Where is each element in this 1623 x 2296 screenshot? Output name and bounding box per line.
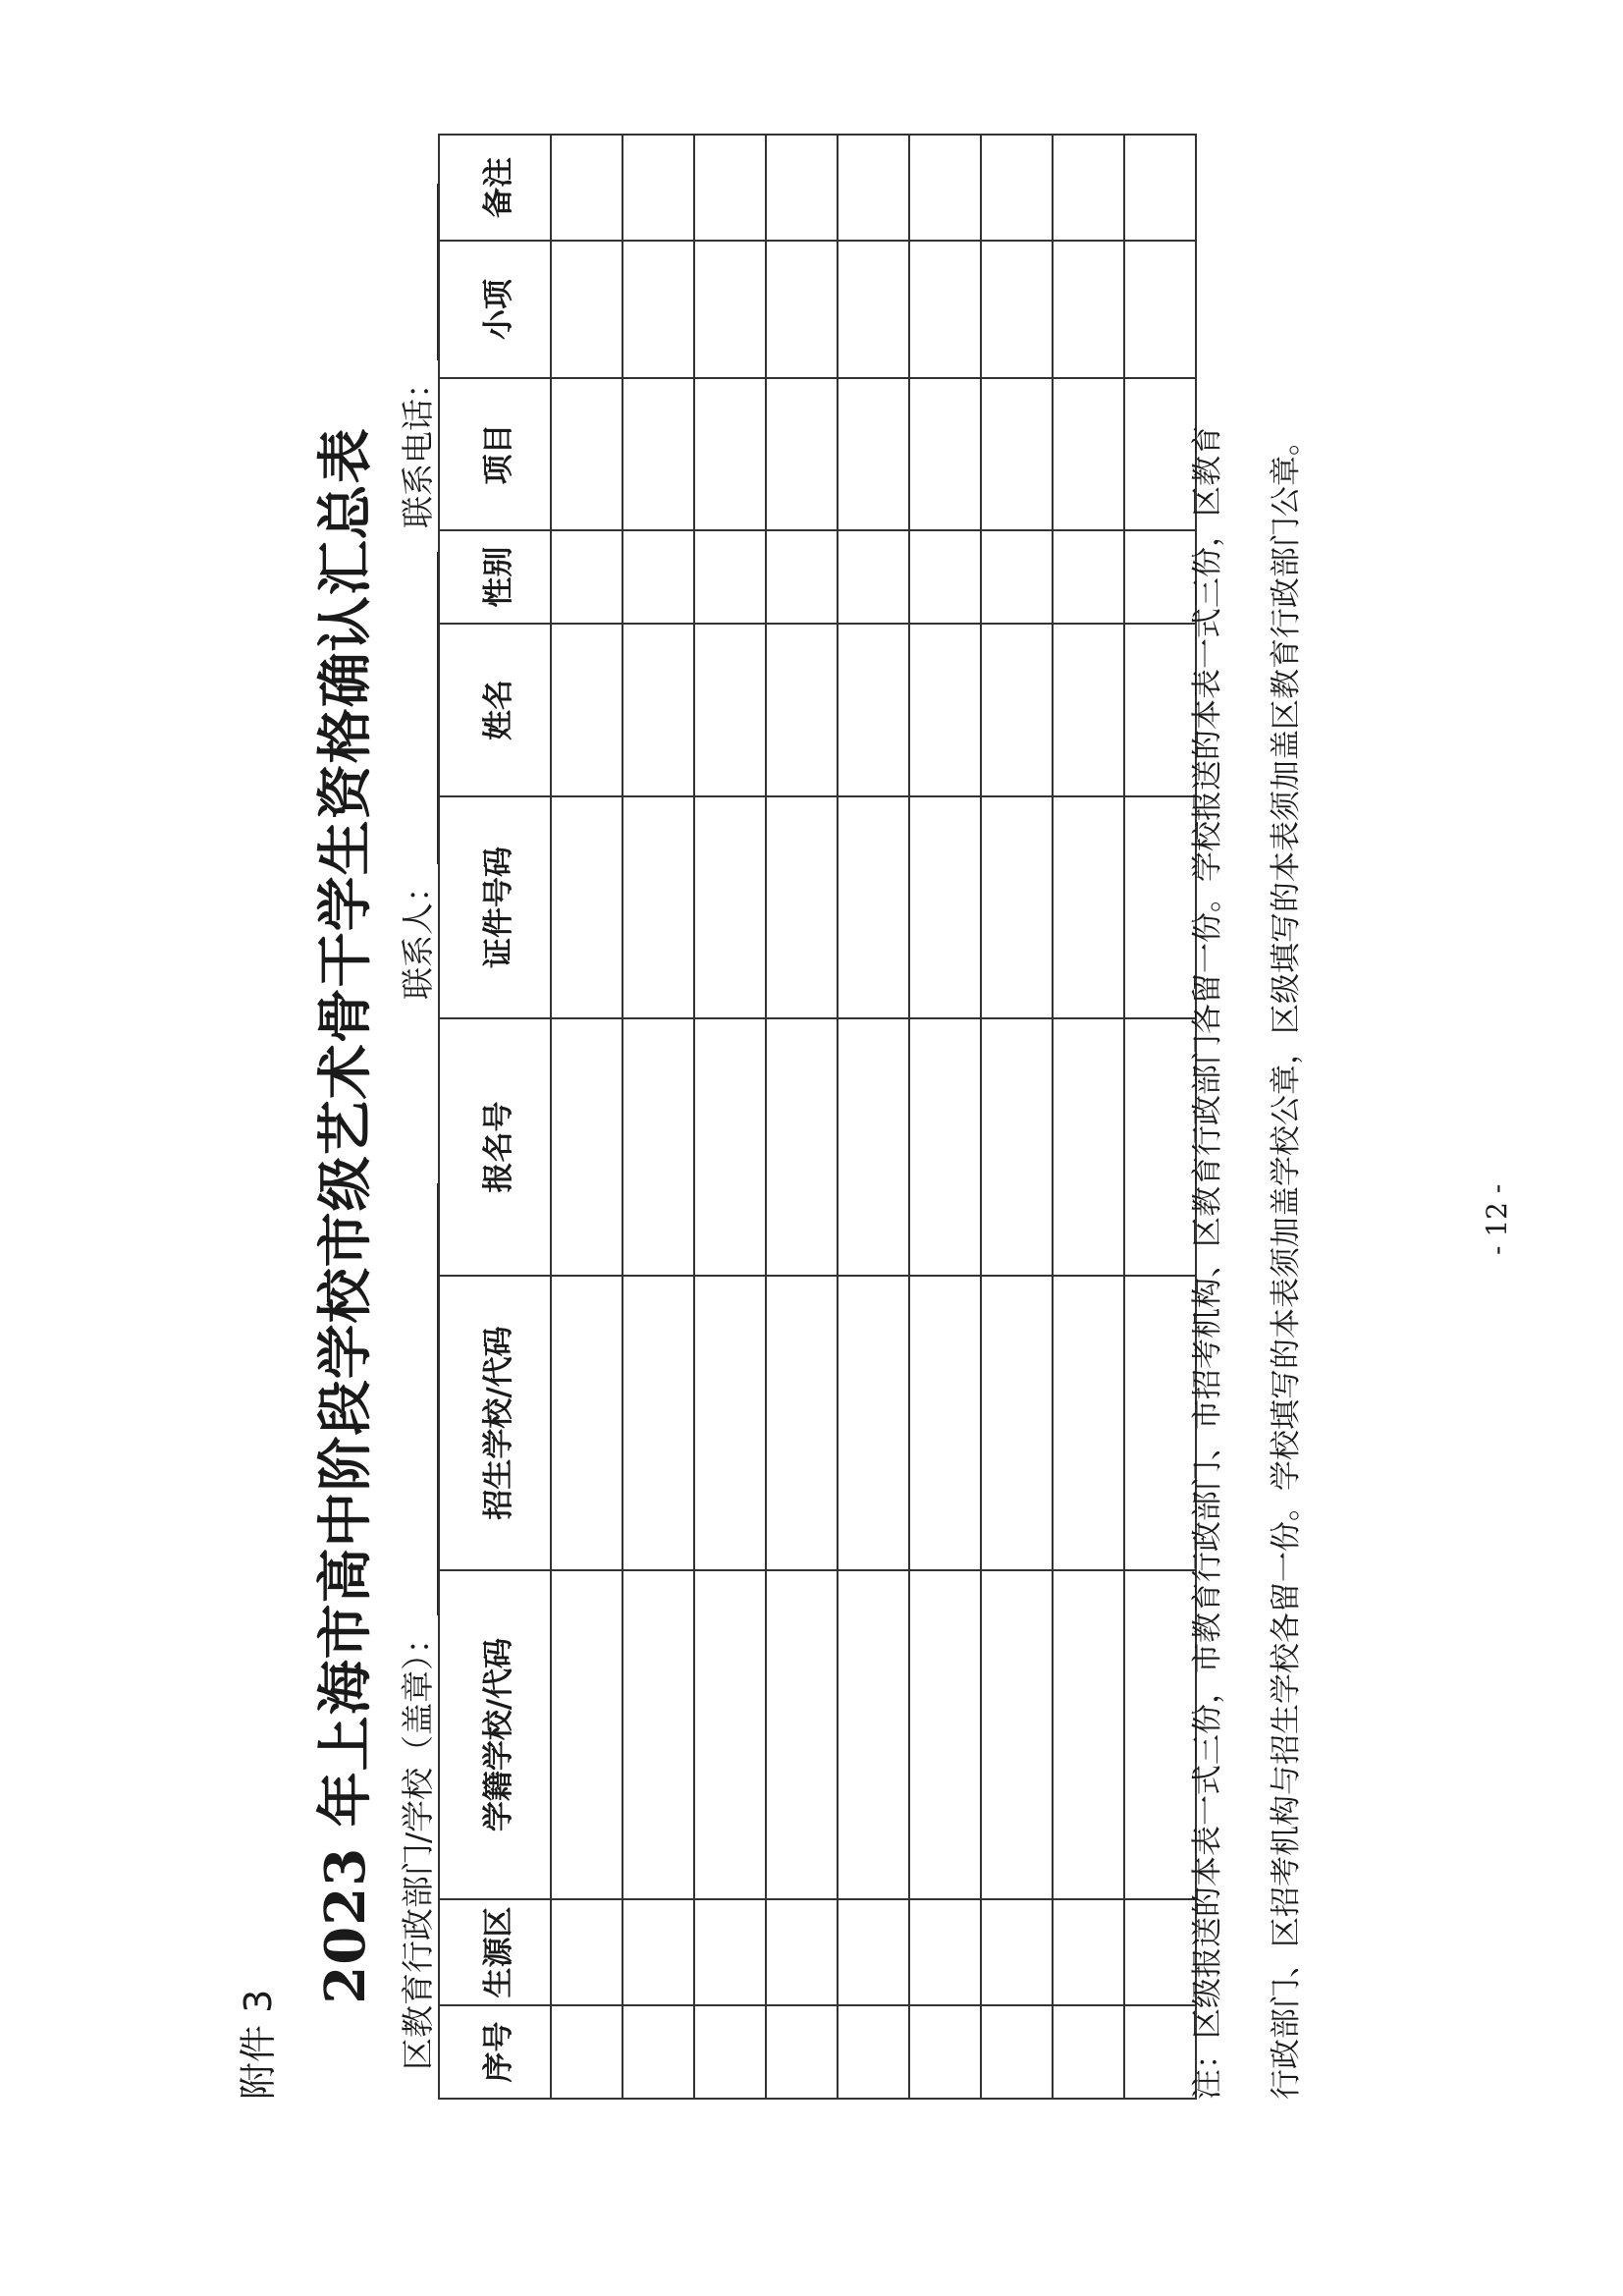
table-cell[interactable]	[838, 796, 909, 1018]
table-cell[interactable]	[551, 241, 622, 378]
table-cell[interactable]	[1053, 1899, 1124, 2005]
table-cell[interactable]	[551, 135, 622, 241]
table-cell[interactable]	[694, 241, 766, 378]
table-cell[interactable]	[766, 1018, 838, 1276]
table-cell[interactable]	[909, 1570, 981, 1899]
table-cell[interactable]	[622, 1570, 694, 1899]
table-cell[interactable]	[694, 1276, 766, 1570]
table-cell[interactable]	[694, 624, 766, 796]
table-cell[interactable]	[622, 2005, 694, 2099]
table-cell[interactable]	[622, 624, 694, 796]
table-cell[interactable]	[981, 378, 1053, 530]
table-cell[interactable]	[838, 135, 909, 241]
table-cell[interactable]	[981, 1276, 1053, 1570]
table-cell[interactable]	[1124, 241, 1196, 378]
table-cell[interactable]	[766, 241, 838, 378]
header-cell-enrolled-school: 学籍学校/代码	[439, 1570, 551, 1899]
table-row	[694, 135, 766, 2099]
table-cell[interactable]	[838, 241, 909, 378]
table-row	[622, 135, 694, 2099]
table-cell[interactable]	[551, 1899, 622, 2005]
table-cell[interactable]	[1124, 135, 1196, 241]
unit-label: 区教育行政部门/学校（盖章）：	[399, 1621, 437, 2070]
table-cell[interactable]	[909, 241, 981, 378]
table-cell[interactable]	[622, 135, 694, 241]
table-cell[interactable]	[1053, 241, 1124, 378]
contact-person-blank-line	[398, 552, 439, 864]
table-cell[interactable]	[838, 378, 909, 530]
page-number: - 12 -	[1481, 1183, 1513, 1255]
table-cell[interactable]	[766, 2005, 838, 2099]
table-cell[interactable]	[551, 1276, 622, 1570]
table-cell[interactable]	[551, 378, 622, 530]
table-cell[interactable]	[1053, 2005, 1124, 2099]
table-cell[interactable]	[694, 1018, 766, 1276]
table-cell[interactable]	[694, 135, 766, 241]
table-cell[interactable]	[1053, 1276, 1124, 1570]
table-cell[interactable]	[1053, 624, 1124, 796]
table-row	[1053, 135, 1124, 2099]
table-cell[interactable]	[694, 796, 766, 1018]
footnote-line-1: 注：区级报送的本表一式三份，市教育行政部门、市招考机构、区教育行政部门各留一份。学校报送的本表一式三份，区教育	[1190, 425, 1225, 2100]
table-cell[interactable]	[909, 1899, 981, 2005]
contact-phone-field	[393, 184, 439, 528]
table-cell[interactable]	[981, 241, 1053, 378]
header-cell-category: 项目	[439, 378, 551, 530]
table-cell[interactable]	[622, 530, 694, 624]
table-row	[981, 135, 1053, 2099]
table-cell[interactable]	[694, 1899, 766, 2005]
table-cell[interactable]	[622, 1018, 694, 1276]
table-cell[interactable]	[622, 1276, 694, 1570]
table-cell[interactable]	[909, 796, 981, 1018]
contact-person-label: 联系人：	[399, 870, 437, 1000]
table-cell[interactable]	[1053, 378, 1124, 530]
header-cell-id-number: 证件号码	[439, 796, 551, 1018]
table-cell[interactable]	[551, 1570, 622, 1899]
table-cell[interactable]	[622, 241, 694, 378]
table-row	[766, 135, 838, 2099]
table-cell[interactable]	[1053, 135, 1124, 241]
table-cell[interactable]	[838, 2005, 909, 2099]
unit-field	[393, 1183, 439, 2070]
table-cell[interactable]	[622, 1899, 694, 2005]
table-cell[interactable]	[981, 624, 1053, 796]
table-cell[interactable]	[981, 796, 1053, 1018]
table-cell[interactable]	[551, 530, 622, 624]
table-cell[interactable]	[622, 796, 694, 1018]
table-cell[interactable]	[838, 1899, 909, 2005]
table-cell[interactable]	[981, 1899, 1053, 2005]
table-cell[interactable]	[981, 1570, 1053, 1899]
table-cell[interactable]	[766, 1899, 838, 2005]
contact-phone-label: 联系电话：	[399, 366, 437, 528]
table-header-row	[439, 135, 551, 2099]
table-row	[909, 135, 981, 2099]
header-cell-index: 序号	[439, 2005, 551, 2099]
table-cell[interactable]	[1053, 796, 1124, 1018]
table-cell[interactable]	[766, 378, 838, 530]
table-cell[interactable]	[622, 378, 694, 530]
table-body	[551, 135, 1196, 2099]
table-cell[interactable]	[909, 378, 981, 530]
attachment-label: 附件 3	[237, 1989, 280, 2100]
table-cell[interactable]	[909, 2005, 981, 2099]
table-cell[interactable]	[838, 1570, 909, 1899]
contact-person-field	[393, 552, 439, 1000]
header-cell-gender: 性别	[439, 530, 551, 624]
table-cell[interactable]	[694, 1570, 766, 1899]
table-cell[interactable]	[694, 378, 766, 530]
table-cell[interactable]	[551, 1018, 622, 1276]
table-cell[interactable]	[694, 2005, 766, 2099]
table-cell[interactable]	[1053, 1018, 1124, 1276]
table-cell[interactable]	[909, 624, 981, 796]
table-cell[interactable]	[766, 135, 838, 241]
contact-phone-blank-line	[398, 184, 439, 360]
header-cell-source-district: 生源区	[439, 1899, 551, 2005]
table-cell[interactable]	[1053, 530, 1124, 624]
table-cell[interactable]	[838, 624, 909, 796]
header-cell-admitting-school: 招生学校/代码	[439, 1276, 551, 1570]
table-cell[interactable]	[766, 1570, 838, 1899]
table-cell[interactable]	[909, 1276, 981, 1570]
footnote-line-2: 行政部门、区招考机构与招生学校各留一份。学校填写的本表须加盖学校公章，区级填写的本表须加盖区教育行政部门公章。	[1269, 425, 1304, 2100]
table-row	[551, 135, 622, 2099]
table-cell[interactable]	[766, 530, 838, 624]
table-cell[interactable]	[838, 1018, 909, 1276]
table-cell[interactable]	[981, 1018, 1053, 1276]
table-cell[interactable]	[766, 796, 838, 1018]
table-cell[interactable]	[981, 530, 1053, 624]
table-cell[interactable]	[838, 530, 909, 624]
table-cell[interactable]	[909, 135, 981, 241]
table-cell[interactable]	[909, 1018, 981, 1276]
table-cell[interactable]	[551, 796, 622, 1018]
table-cell[interactable]	[981, 2005, 1053, 2099]
summary-table	[438, 134, 1197, 2100]
table-cell[interactable]	[766, 1276, 838, 1570]
table-row	[838, 135, 909, 2099]
table-cell[interactable]	[551, 2005, 622, 2099]
header-cell-registration-no: 报名号	[439, 1018, 551, 1276]
table-cell[interactable]	[1053, 1570, 1124, 1899]
table-cell[interactable]	[694, 530, 766, 624]
header-cell-remarks: 备注	[439, 135, 551, 241]
table-cell[interactable]	[766, 624, 838, 796]
table-cell[interactable]	[551, 624, 622, 796]
page-title: 2023 年上海市高中阶段学校市级艺术骨干学生资格确认汇总表	[313, 427, 378, 2004]
table-cell[interactable]	[981, 135, 1053, 241]
table-cell[interactable]	[838, 1276, 909, 1570]
unit-blank-line	[398, 1183, 439, 1615]
header-cell-name: 姓名	[439, 624, 551, 796]
table-cell[interactable]	[909, 530, 981, 624]
header-cell-subcategory: 小项	[439, 241, 551, 378]
